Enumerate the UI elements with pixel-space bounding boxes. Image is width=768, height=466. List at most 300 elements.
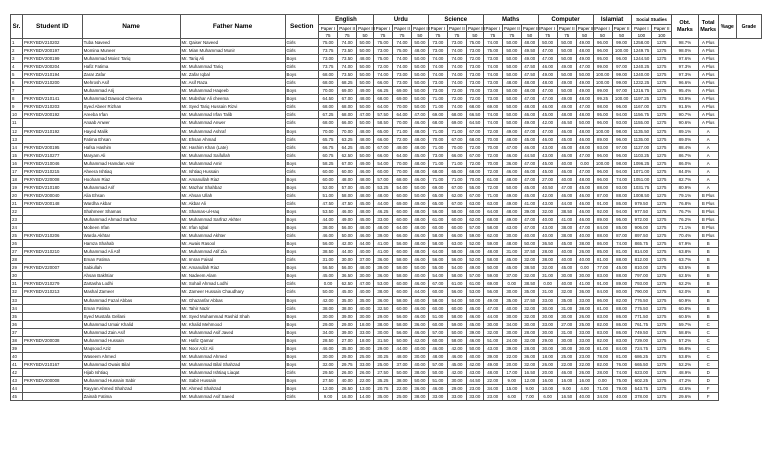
- marks-cell: 50.00: [338, 232, 357, 240]
- marks-cell: 40.00: [357, 288, 374, 296]
- father-name-cell: Mr. Syed Muhammad Rashid Shah: [180, 312, 285, 320]
- marks-cell: 75.00: [483, 47, 502, 55]
- marks-cell: 77.00: [593, 264, 612, 272]
- name-cell: Muhammad Arif: [82, 183, 180, 191]
- marks-cell: 33.00: [357, 328, 374, 336]
- father-name-cell: Mr. Muhammad Atif Zia: [180, 248, 285, 256]
- grade-cell: B: [698, 280, 718, 288]
- marks-cell: 58.00: [428, 232, 447, 240]
- marks-cell: 75.00: [373, 55, 392, 63]
- father-name-cell: Mr. Amanullah Riaz: [180, 175, 285, 183]
- marks-cell: 26.00: [538, 360, 557, 368]
- marks-cell: 60.00: [428, 320, 447, 328]
- total-marks-cell: 1275: [651, 296, 671, 304]
- father-name-cell: Mr. Nadeem Alam: [180, 272, 285, 280]
- marks-cell: 97.00: [612, 63, 631, 71]
- section-cell: Boys: [285, 55, 318, 63]
- section-cell: Boys: [285, 264, 318, 272]
- obt-marks-cell: 543.75: [631, 385, 651, 393]
- student-id-cell: PKRYBDV200192: [22, 111, 82, 119]
- marks-cell: 30.00: [502, 288, 521, 296]
- marks-cell: 58.25: [318, 159, 337, 167]
- marks-cell: 65.00: [428, 199, 447, 207]
- marks-cell: 68.00: [392, 175, 411, 183]
- marks-cell: 49.00: [576, 39, 593, 47]
- marks-cell: 48.00: [412, 47, 429, 55]
- marks-cell: 67.00: [466, 191, 483, 199]
- marks-cell: 45.00: [357, 199, 374, 207]
- marks-cell: 40.00: [557, 256, 576, 264]
- name-cell: Eman Fatima: [82, 304, 180, 312]
- marks-cell: 30.00: [338, 256, 357, 264]
- marks-cell: 38.00: [557, 232, 576, 240]
- student-id-cell: PKRYBDV210210: [22, 248, 82, 256]
- marks-cell: 60.00: [428, 224, 447, 232]
- marks-cell: 50.00: [502, 39, 521, 47]
- marks-cell: 48.00: [576, 175, 593, 183]
- marks-cell: 30.00: [502, 232, 521, 240]
- name-cell: Momina Muneer: [82, 47, 180, 55]
- marks-cell: 69.00: [338, 87, 357, 95]
- section-cell: Boys: [285, 183, 318, 191]
- percentage-cell: 98.7%: [672, 39, 698, 47]
- total-marks-cell: 1275: [651, 393, 671, 401]
- section-cell: Girls: [285, 304, 318, 312]
- marks-cell: 70.00: [318, 87, 337, 95]
- marks-cell: 31.00: [538, 272, 557, 280]
- marks-cell: 86.00: [612, 312, 631, 320]
- marks-cell: 48.00: [483, 248, 502, 256]
- marks-cell: 33.00: [576, 328, 593, 336]
- marks-cell: 43.00: [538, 224, 557, 232]
- father-name-cell: Mr. Muhammad Ashraf: [180, 127, 285, 135]
- marks-cell: 68.00: [428, 167, 447, 175]
- marks-cell: 46.00: [538, 135, 557, 143]
- name-cell: Shahmeer Shamas: [82, 207, 180, 215]
- percentage-cell: 84.0%: [672, 167, 698, 175]
- marks-cell: 50.00: [412, 103, 429, 111]
- marks-cell: 35.00: [502, 296, 521, 304]
- grade-cell: B Plus: [698, 232, 718, 240]
- marks-cell: 16.00: [557, 376, 576, 384]
- marks-cell: 30.00: [318, 352, 337, 360]
- student-id-cell: PKRYBDV200204: [22, 63, 82, 71]
- marks-cell: 74.00: [483, 63, 502, 71]
- obt-marks-cell: 1249.75: [631, 47, 651, 55]
- grade-cell: A Plus: [698, 63, 718, 71]
- marks-cell: 46.00: [466, 336, 483, 344]
- student-id-cell: PKRYBDV220007: [22, 264, 82, 272]
- grade-cell: C: [698, 360, 718, 368]
- marks-cell: 65.00: [373, 127, 392, 135]
- paper-label: Paper II: [651, 25, 671, 32]
- sr-cell: 27: [11, 248, 23, 256]
- marks-cell: 51.00: [428, 312, 447, 320]
- marks-cell: 74.00: [428, 55, 447, 63]
- marks-cell: 82.00: [593, 336, 612, 344]
- marks-cell: 99.00: [612, 71, 631, 79]
- grade-cell: A Plus: [698, 39, 718, 47]
- marks-cell: 54.00: [392, 183, 411, 191]
- marks-cell: 67.00: [428, 280, 447, 288]
- marks-cell: 30.00: [538, 344, 557, 352]
- marks-cell: 56.00: [318, 240, 337, 248]
- marks-cell: 46.25: [373, 207, 392, 215]
- marks-cell: 48.00: [538, 79, 557, 87]
- marks-cell: 66.25: [373, 87, 392, 95]
- marks-cell: 9.00: [557, 385, 576, 393]
- marks-cell: 80.00: [612, 288, 631, 296]
- marks-cell: 48.00: [392, 352, 411, 360]
- marks-cell: 74.00: [373, 71, 392, 79]
- marks-cell: 75.00: [612, 376, 631, 384]
- marks-cell: 15.00: [502, 385, 521, 393]
- marks-cell: 49.00: [483, 296, 502, 304]
- marks-cell: 60.00: [318, 175, 337, 183]
- marks-cell: 38.00: [576, 240, 593, 248]
- marks-cell: 71.00: [392, 127, 411, 135]
- grade-cell: F: [698, 393, 718, 401]
- marks-cell: 46.00: [576, 216, 593, 224]
- marks-cell: 29.00: [373, 312, 392, 320]
- table-row: [11, 39, 762, 47]
- marks-cell: 0.00: [538, 280, 557, 288]
- total-marks-cell: 1275: [651, 127, 671, 135]
- marks-cell: 57.00: [428, 328, 447, 336]
- percentage-cell: 98.0%: [672, 47, 698, 55]
- marks-cell: 56.00: [392, 312, 411, 320]
- marks-cell: 0.00: [576, 264, 593, 272]
- student-id-cell: PKRYBDV210180: [22, 183, 82, 191]
- grade-cell: C: [698, 336, 718, 344]
- father-name-cell: Mr. Muhammad Asif Saeed: [180, 393, 285, 401]
- grade-cell: B: [698, 288, 718, 296]
- header-english: English: [318, 15, 373, 25]
- marks-cell: 56.00: [428, 256, 447, 264]
- table-row: [11, 63, 762, 71]
- obt-marks-cell: 1240.00: [631, 71, 651, 79]
- marks-cell: 71.00: [593, 385, 612, 393]
- percentage-cell: 82.7%: [672, 175, 698, 183]
- percentage-cell: 42.6%: [672, 385, 698, 393]
- marks-cell: 100.00: [593, 79, 612, 87]
- marks-cell: 56.00: [483, 288, 502, 296]
- marks-cell: 56.00: [447, 288, 466, 296]
- marks-cell: 48.00: [502, 207, 521, 215]
- marks-cell: 98.00: [612, 127, 631, 135]
- marks-cell: 25.00: [576, 320, 593, 328]
- percentage-cell: 79.1%: [672, 191, 698, 199]
- marks-cell: 73.00: [373, 47, 392, 55]
- total-marks-cell: 1275: [651, 312, 671, 320]
- father-name-cell: Mr. Muhammad Saifullah: [180, 151, 285, 159]
- marks-cell: 66.75: [318, 143, 337, 151]
- marks-cell: 39.00: [483, 352, 502, 360]
- marks-cell: 46.00: [428, 344, 447, 352]
- marks-cell: 48.00: [576, 127, 593, 135]
- marks-cell: 26.00: [576, 248, 593, 256]
- marks-cell: 49.00: [412, 199, 429, 207]
- total-marks-cell: 1275: [651, 256, 671, 264]
- max-marks-label: 50: [466, 32, 483, 39]
- marks-cell: 82.00: [593, 320, 612, 328]
- student-id-cell: PKRYBDV200199: [22, 55, 82, 63]
- sr-cell: 16: [11, 159, 23, 167]
- marks-cell: 70.00: [392, 167, 411, 175]
- marks-cell: 36.00: [373, 296, 392, 304]
- marks-cell: 62.50: [338, 151, 357, 159]
- total-marks-cell: 1275: [651, 248, 671, 256]
- marks-cell: 35.00: [338, 296, 357, 304]
- marks-cell: 60.00: [392, 288, 411, 296]
- marks-cell: 75.00: [373, 39, 392, 47]
- name-cell: Warda Akhtar: [82, 232, 180, 240]
- max-marks-label: 50: [412, 32, 429, 39]
- marks-cell: 74.00: [483, 71, 502, 79]
- obt-marks-cell: 1167.00: [631, 103, 651, 111]
- marks-cell: 94.00: [612, 207, 631, 215]
- marks-cell: 54.00: [373, 159, 392, 167]
- marks-cell: 33.00: [576, 296, 593, 304]
- marks-cell: 69.00: [483, 280, 502, 288]
- father-name-cell: Mr. Ishtiaq Hussain: [180, 167, 285, 175]
- marks-cell: 71.00: [428, 159, 447, 167]
- section-cell: Boys: [285, 240, 318, 248]
- marks-cell: 47.00: [483, 304, 502, 312]
- header-total-marks: Total Marks: [698, 15, 718, 39]
- section-cell: Girls: [285, 63, 318, 71]
- marks-cell: 58.00: [447, 207, 466, 215]
- grade-cell: A Plus: [698, 87, 718, 95]
- table-row: [11, 240, 762, 248]
- marks-cell: 86.00: [593, 240, 612, 248]
- total-marks-cell: 1275: [651, 143, 671, 151]
- marks-cell: 24.00: [502, 336, 521, 344]
- total-marks-cell: 1275: [651, 240, 671, 248]
- total-marks-cell: 1275: [651, 344, 671, 352]
- marks-cell: 73.00: [318, 55, 337, 63]
- obt-marks-cell: 1103.25: [631, 151, 651, 159]
- result-table: [10, 14, 762, 401]
- marks-cell: 32.00: [557, 288, 576, 296]
- grade-cell: A: [698, 175, 718, 183]
- marks-cell: 48.00: [412, 207, 429, 215]
- grade-cell: B: [698, 272, 718, 280]
- marks-cell: 45.00: [502, 264, 521, 272]
- student-id-cell: PKRYBDV200195: [22, 143, 82, 151]
- section-cell: Girls: [285, 167, 318, 175]
- marks-cell: 32.50: [373, 304, 392, 312]
- max-marks-label: 75: [373, 32, 392, 39]
- name-cell: Areeba Irfan: [82, 111, 180, 119]
- max-marks-label: 100: [631, 32, 651, 39]
- marks-cell: 64.00: [428, 248, 447, 256]
- max-marks-label: 75: [538, 32, 557, 39]
- grade-cell: D: [698, 376, 718, 384]
- marks-cell: 65.00: [447, 167, 466, 175]
- marks-cell: 60.75: [318, 151, 337, 159]
- student-id-cell: PKRYBDV210203: [22, 103, 82, 111]
- marks-cell: 73.00: [466, 47, 483, 55]
- marks-cell: 33.00: [538, 296, 557, 304]
- student-id-cell: [22, 328, 82, 336]
- marks-cell: 49.00: [483, 360, 502, 368]
- marks-cell: 30.00: [502, 312, 521, 320]
- marks-cell: 16.50: [557, 393, 576, 401]
- marks-cell: 48.00: [357, 175, 374, 183]
- name-cell: Muhammad Hamdan Amir: [82, 159, 180, 167]
- marks-cell: 29.50: [318, 368, 337, 376]
- percentage-cell: 60.9%: [672, 296, 698, 304]
- marks-cell: 74.00: [483, 119, 502, 127]
- marks-cell: 20.00: [538, 368, 557, 376]
- marks-cell: 48.00: [521, 79, 538, 87]
- paper-label: Paper I: [593, 25, 612, 32]
- section-cell: Boys: [285, 320, 318, 328]
- section-cell: Girls: [285, 393, 318, 401]
- marks-cell: 30.00: [357, 272, 374, 280]
- marks-cell: 71.00: [428, 143, 447, 151]
- marks-cell: 73.75: [318, 63, 337, 71]
- grade-cell: B: [698, 264, 718, 272]
- marks-cell: 4.00: [576, 385, 593, 393]
- marks-cell: 12.00: [521, 376, 538, 384]
- total-marks-cell: 1275: [651, 224, 671, 232]
- marks-cell: 40.00: [557, 159, 576, 167]
- marks-cell: 72.00: [466, 95, 483, 103]
- section-cell: Girls: [285, 39, 318, 47]
- marks-cell: 82.00: [593, 360, 612, 368]
- marks-cell: 73.50: [338, 71, 357, 79]
- marks-cell: 48.00: [483, 368, 502, 376]
- marks-cell: 66.00: [373, 79, 392, 87]
- marks-cell: 74.00: [447, 103, 466, 111]
- marks-cell: 66.00: [392, 232, 411, 240]
- marks-cell: 30.00: [502, 328, 521, 336]
- marks-cell: 38.00: [538, 256, 557, 264]
- marks-cell: 39.00: [466, 328, 483, 336]
- table-row: [11, 95, 762, 103]
- marks-cell: 38.00: [318, 224, 337, 232]
- marks-cell: 40.00: [538, 216, 557, 224]
- marks-cell: 48.00: [502, 135, 521, 143]
- marks-cell: 29.00: [338, 320, 357, 328]
- total-marks-cell: 1275: [651, 280, 671, 288]
- marks-cell: 22.00: [392, 385, 411, 393]
- marks-cell: 96.00: [593, 39, 612, 47]
- marks-cell: 57.00: [466, 272, 483, 280]
- total-marks-cell: 1275: [651, 63, 671, 71]
- marks-cell: 22.00: [502, 352, 521, 360]
- section-cell: Girls: [285, 368, 318, 376]
- marks-cell: 30.00: [373, 328, 392, 336]
- marks-cell: 45.00: [447, 360, 466, 368]
- percentage-cell: 90.7%: [672, 111, 698, 119]
- marks-cell: 59.00: [447, 320, 466, 328]
- marks-cell: 88.00: [612, 304, 631, 312]
- father-name-cell: Mr. Awais Rasool: [180, 240, 285, 248]
- marks-cell: 20.75: [373, 385, 392, 393]
- marks-cell: 47.00: [576, 151, 593, 159]
- marks-cell: 53.50: [318, 207, 337, 215]
- marks-cell: 46.00: [466, 248, 483, 256]
- marks-cell: 45.00: [557, 143, 576, 151]
- marks-cell: 64.25: [338, 143, 357, 151]
- table-row: [11, 119, 762, 127]
- marks-cell: 96.00: [612, 103, 631, 111]
- marks-cell: 48.00: [576, 95, 593, 103]
- paper-label: Paper I: [483, 25, 502, 32]
- sr-cell: 32: [11, 288, 23, 296]
- total-marks-cell: 1275: [651, 55, 671, 63]
- marks-cell: 51.00: [428, 376, 447, 384]
- percentage-cell: 62.0%: [672, 288, 698, 296]
- marks-cell: 56.00: [338, 264, 357, 272]
- total-marks-cell: 1275: [651, 167, 671, 175]
- marks-cell: 50.00: [357, 103, 374, 111]
- marks-cell: 44.50: [521, 151, 538, 159]
- marks-cell: 73.00: [483, 95, 502, 103]
- marks-cell: 60.00: [466, 207, 483, 215]
- marks-cell: 52.00: [318, 183, 337, 191]
- marks-cell: 46.00: [502, 151, 521, 159]
- marks-cell: 60.00: [428, 304, 447, 312]
- marks-cell: 22.00: [357, 376, 374, 384]
- sr-cell: 5: [11, 71, 23, 79]
- marks-cell: 60.00: [392, 216, 411, 224]
- student-id-cell: [22, 304, 82, 312]
- marks-cell: 99.00: [612, 39, 631, 47]
- table-row: [11, 151, 762, 159]
- marks-cell: 64.00: [392, 151, 411, 159]
- marks-cell: 50.00: [412, 183, 429, 191]
- marks-cell: 40.00: [338, 376, 357, 384]
- paper-label: Paper I: [428, 25, 447, 32]
- marks-cell: 9.00: [502, 376, 521, 384]
- marks-cell: 73.00: [428, 87, 447, 95]
- marks-cell: 58.00: [392, 264, 411, 272]
- marks-cell: 68.00: [318, 103, 337, 111]
- name-cell: Hamza Shahab: [82, 240, 180, 248]
- table-row: [11, 336, 762, 344]
- marks-cell: 50.00: [357, 119, 374, 127]
- marks-cell: 38.00: [576, 304, 593, 312]
- marks-cell: 40.00: [538, 232, 557, 240]
- sr-cell: 14: [11, 143, 23, 151]
- marks-cell: 49.00: [557, 95, 576, 103]
- marks-cell: 40.00: [521, 232, 538, 240]
- marks-cell: 93.00: [612, 183, 631, 191]
- marks-cell: 22.00: [483, 376, 502, 384]
- total-marks-cell: 1275: [651, 119, 671, 127]
- marks-cell: 43.00: [466, 368, 483, 376]
- marks-cell: 50.00: [557, 71, 576, 79]
- marks-cell: 84.00: [593, 288, 612, 296]
- marks-cell: 37.00: [392, 360, 411, 368]
- marks-cell: 27.00: [538, 175, 557, 183]
- marks-cell: 89.00: [593, 216, 612, 224]
- marks-cell: 100.00: [612, 47, 631, 55]
- marks-cell: 44.00: [557, 199, 576, 207]
- grade-cell: B Plus: [698, 216, 718, 224]
- header-sr: Sr.: [11, 15, 23, 39]
- percentage-cell: 62.5%: [672, 272, 698, 280]
- marks-cell: 70.00: [392, 159, 411, 167]
- name-cell: Muhammad Moiez Tariq: [82, 55, 180, 63]
- marks-cell: 50.00: [357, 151, 374, 159]
- marks-cell: 67.00: [447, 183, 466, 191]
- marks-cell: 69.00: [483, 103, 502, 111]
